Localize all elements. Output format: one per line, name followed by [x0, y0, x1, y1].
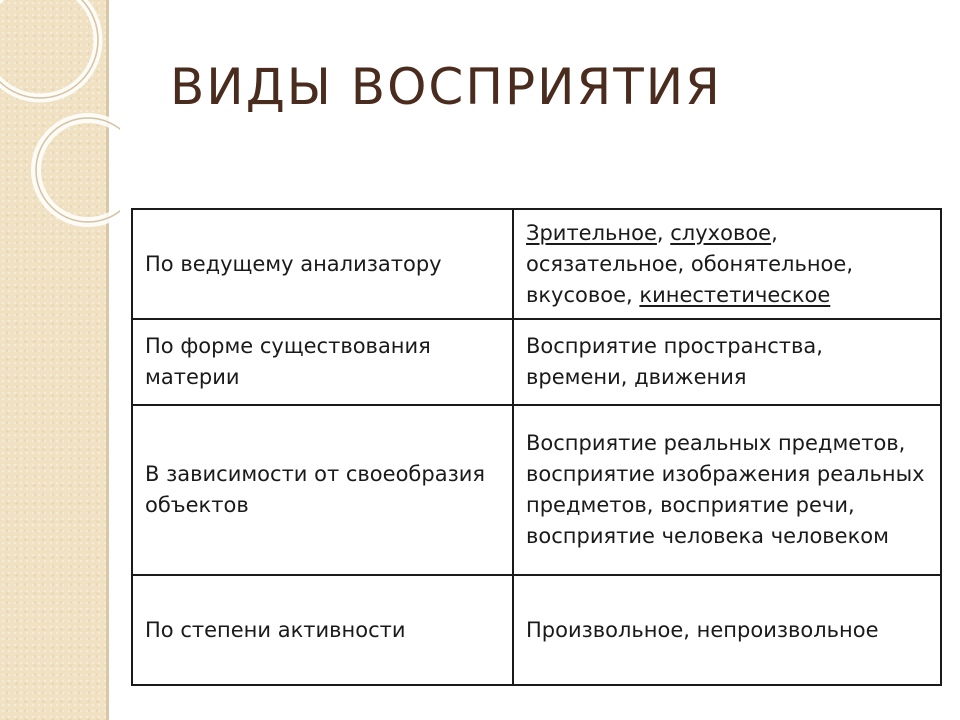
row-key: В зависимости от своеобразия объектов — [132, 405, 513, 575]
table-row — [132, 575, 941, 685]
value-part-underlined: слуховое — [670, 220, 772, 245]
row-value: Восприятие пространства, времени, движения — [513, 319, 941, 405]
ring-decoration-icon — [0, 0, 120, 260]
page-title: ВИДЫ ВОСПРИЯТИЯ — [170, 58, 722, 116]
row-value: Произвольное, непроизвольное — [513, 575, 941, 685]
table-row — [132, 319, 941, 405]
row-value — [513, 209, 941, 319]
perception-types-table — [131, 208, 942, 686]
value-part-underlined: кинестетическое — [639, 282, 831, 307]
row-value: Восприятие реальных предметов, восприятие изображения реальных предметов, восприятие речи, восприятие человека человеком — [513, 405, 941, 575]
table-row — [132, 209, 941, 319]
value-part-underlined: Зрительное — [526, 220, 657, 245]
row-key: По форме существования материи — [132, 319, 513, 405]
value-part: , — [656, 220, 671, 245]
row-key: По степени активности — [132, 575, 513, 685]
value-part: , осязательное, обонятельное, вкусовое, — [526, 220, 853, 307]
table-row — [132, 405, 941, 575]
row-key: По ведущему анализатору — [132, 209, 513, 319]
